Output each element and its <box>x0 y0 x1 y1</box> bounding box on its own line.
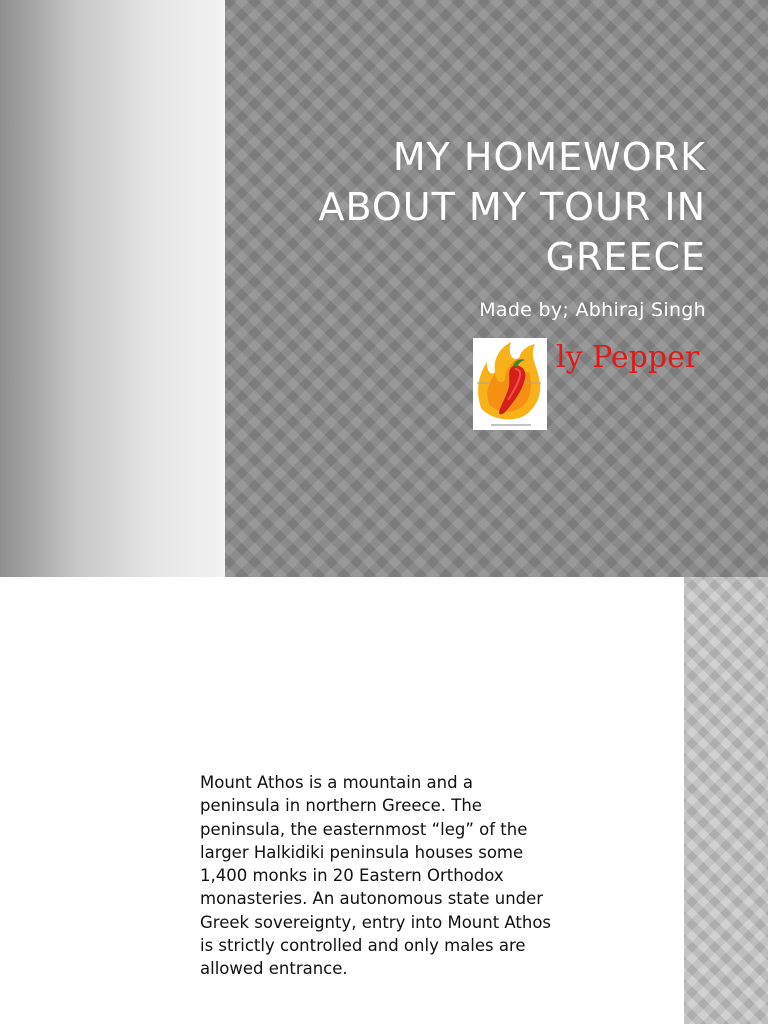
slide-textured-panel <box>225 0 768 577</box>
slide-left-gradient-panel <box>0 0 223 577</box>
content-slide <box>0 577 768 1024</box>
brand-text: ly Pepper <box>556 340 700 375</box>
title-line-2: ABOUT MY TOUR IN <box>318 185 706 229</box>
title-line-1: MY HOMEWORK <box>392 135 706 179</box>
chili-pepper-flame-icon <box>473 338 547 430</box>
title-line-3: GREECE <box>545 235 706 279</box>
slide-subtitle: Made by; Abhiraj Singh <box>479 299 706 321</box>
slide-textured-strip <box>684 577 768 1024</box>
body-paragraph: Mount Athos is a mountain and a peninsula in northern Greece. The peninsula, the easternmost “leg” of the larger Halkidiki peninsula houses some 1,400 monks in 20 Eastern Orthodox monasteries. An autonomous state under Greek sovereignty, entry into Mount Athos is strictly controlled and only males are allowed entrance. <box>200 773 552 979</box>
slide-title <box>266 132 706 282</box>
